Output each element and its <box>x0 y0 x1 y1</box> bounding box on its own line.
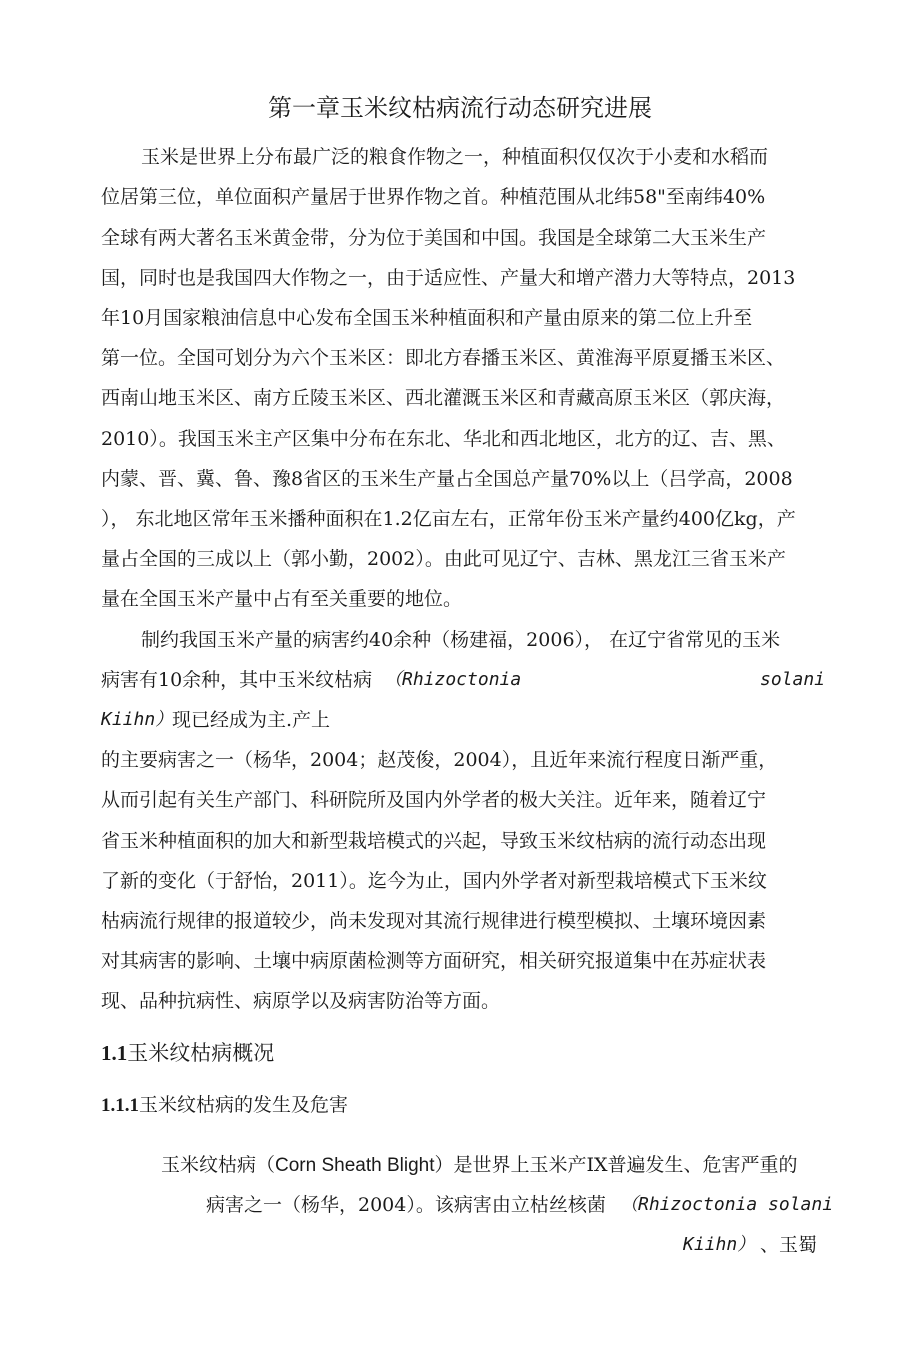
section-heading-1-1-1 <box>101 1092 348 1119</box>
text-line: 枯病流行规律的报道较少，尚未发现对其流行规律进行模型模拟、土壤环境因素 <box>101 910 767 932</box>
text-line: 的主要病害之一（杨华，2004；赵茂俊，2004），且近年来流行程度日渐严重， <box>101 749 778 771</box>
text-line: 对其病害的影响、土壤中病原菌检测等方面研究，相关研究报道集中在苏症状表 <box>101 950 767 972</box>
text-line: 现、品种抗病性、病原学以及病害防治等方面。 <box>101 990 501 1012</box>
text-fragment: ）是世界上玉米产IX普遍发生、危害严重的 <box>434 1154 798 1176</box>
text-line: 玉米是世界上分布最广泛的粮食作物之一，种植面积仅仅次于小麦和水稻而 <box>141 146 769 168</box>
latin-name: （Rhizoctonia <box>384 669 522 690</box>
english-name: Corn Sheath Blight <box>275 1155 435 1176</box>
text-line: 量占全国的三成以上（郭小勤，2002）。由此可见辽宁、吉林、黑龙江三省玉米产 <box>101 548 786 570</box>
text-line: 省玉米种植面积的加大和新型栽培模式的兴起，导致玉米纹枯病的流行动态出现 <box>101 830 767 852</box>
text-line: 全球有两大著名玉米黄金带，分为位于美国和中国。我国是全球第二大玉米生产 <box>101 227 767 249</box>
text-line: ）， 东北地区常年玉米播种面积在1.2亿亩左右，正常年份玉米产量约400亿kg，产 <box>101 508 796 530</box>
section-title: 玉米纹枯病概况 <box>127 1041 275 1065</box>
text-line: 、玉蜀 <box>760 1234 818 1256</box>
section-title: 玉米纹枯病的发生及危害 <box>139 1094 349 1116</box>
text-line: 内蒙、晋、冀、鲁、豫8省区的玉米生产量占全国总产量70%以上（吕学高，2008 <box>101 468 793 490</box>
text-line: 现已经成为主.产上 <box>172 709 331 731</box>
chapter-title: 第一章玉米纹枯病流行动态研究进展 <box>268 94 652 122</box>
text-line <box>161 1152 798 1179</box>
latin-name: （Rhizoctonia solani <box>620 1194 834 1215</box>
section-number: 1.1 <box>101 1041 128 1065</box>
text-line: 从而引起有关生产部门、科研院所及国内外学者的极大关注。近年来，随着辽宁 <box>101 789 767 811</box>
text-fragment: 玉米纹枯病（ <box>161 1154 276 1176</box>
latin-name: Kiihn） <box>101 709 174 730</box>
latin-name: Kiihn） <box>683 1234 756 1255</box>
text-line: 制约我国玉米产量的病害约40余种（杨建福，2006）， 在辽宁省常见的玉米 <box>141 629 781 651</box>
text-line: 国，同时也是我国四大作物之一，由于适应性、产量大和增产潜力大等特点，2013 <box>101 267 796 289</box>
text-line: 第一位。全国可划分为六个玉米区：即北方春播玉米区、黄淮海平原夏播玉米区、 <box>101 347 786 369</box>
section-number: 1.1.1 <box>101 1095 139 1116</box>
text-line: 西南山地玉米区、南方丘陵玉米区、西北灌溉玉米区和青藏高原玉米区（郭庆海， <box>101 387 786 409</box>
text-line: 位居第三位，单位面积产量居于世界作物之首。种植范围从北纬58"至南纬40% <box>101 186 766 208</box>
text-line: 年10月国家粮油信息中心发布全国玉米种植面积和产量由原来的第二位上升至 <box>101 307 753 329</box>
text-line: 病害之一（杨华，2004）。该病害由立枯丝核菌 <box>206 1194 606 1216</box>
text-line: 病害有10余种，其中玉米纹枯病 <box>101 669 373 691</box>
text-line: 2010）。我国玉米主产区集中分布在东北、华北和西北地区，北方的辽、吉、黑、 <box>101 428 786 450</box>
text-line: 量在全国玉米产量中占有至关重要的地位。 <box>101 588 463 610</box>
latin-name: solani <box>760 669 826 690</box>
section-heading-1-1 <box>101 1038 274 1068</box>
text-line: 了新的变化（于舒怡，2011）。迄今为止，国内外学者对新型栽培模式下玉米纹 <box>101 870 767 892</box>
